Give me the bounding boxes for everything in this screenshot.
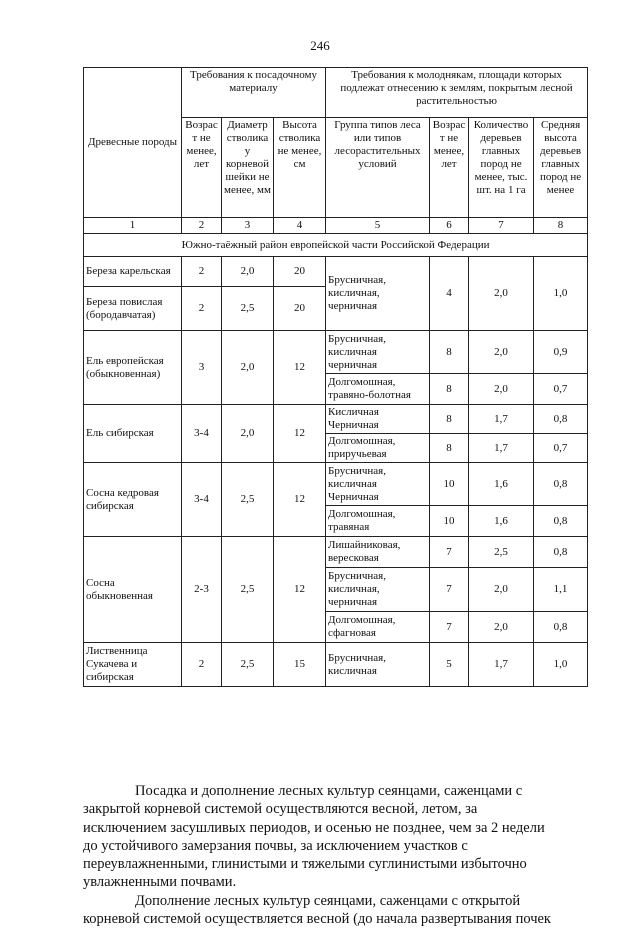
- column-number: 7: [469, 218, 534, 234]
- table-cell: 12: [274, 537, 326, 643]
- column-number: 3: [222, 218, 274, 234]
- species-cell: Сосна обыкновенная: [84, 537, 182, 643]
- header-young-age: Возраст не менее, лет: [430, 118, 469, 218]
- species-cell: Лиственница Сукачева и сибирская: [84, 643, 182, 687]
- forest-type-cell: Лишайниковая, вересковая: [326, 537, 430, 568]
- text-line: до устойчивого замерзания почвы, за исключением участков с: [83, 837, 468, 854]
- table-cell: 10: [430, 506, 469, 537]
- table-cell: 12: [274, 405, 326, 463]
- table-cell: 7: [430, 612, 469, 643]
- table-cell: 2,5: [222, 643, 274, 687]
- species-cell: Сосна кедровая сибирская: [84, 463, 182, 537]
- requirements-table: [83, 67, 588, 687]
- header-young-stands: Требования к молоднякам, площади которых подлежат отнесению к землям, покрытым лесной растительностью: [326, 68, 588, 118]
- table-cell: 2,0: [469, 374, 534, 405]
- paragraph: [83, 892, 587, 910]
- table-cell: 20: [274, 287, 326, 331]
- table-cell: 2,0: [469, 568, 534, 612]
- header-diameter: Диаметр стволика у корневой шейки не менее, мм: [222, 118, 274, 218]
- forest-type-cell: Брусничная, кисличная черничная: [326, 331, 430, 374]
- forest-type-cell: Брусничная, кисличная, черничная: [326, 568, 430, 612]
- table-cell: 1,1: [534, 568, 588, 612]
- table-cell: 2,0: [469, 331, 534, 374]
- table-cell: 12: [274, 331, 326, 405]
- text-line: Дополнение лесных культур сеянцами, саженцами с открытой: [135, 892, 521, 909]
- species-cell: Ель европейская (обыкновенная): [84, 331, 182, 405]
- table-cell: 2: [182, 287, 222, 331]
- table-cell: 0,9: [534, 331, 588, 374]
- header-planting-material: Требования к посадочному материалу: [182, 68, 326, 118]
- column-number: 1: [84, 218, 182, 234]
- table-cell: 2,0: [222, 405, 274, 463]
- column-number: 5: [326, 218, 430, 234]
- forest-type-cell: Брусничная, кисличная Черничная: [326, 463, 430, 506]
- text-line: увлажненными почвами.: [83, 874, 237, 891]
- table-cell: 0,8: [534, 537, 588, 568]
- page-number: 246: [310, 38, 330, 53]
- table-cell: 1,6: [469, 506, 534, 537]
- table-cell: 7: [430, 568, 469, 612]
- table-cell: 2,0: [222, 331, 274, 405]
- forest-type-cell: Долгомошная, травяно-болотная: [326, 374, 430, 405]
- table-cell: 1,7: [469, 434, 534, 463]
- column-number: 2: [182, 218, 222, 234]
- table-cell: 0,8: [534, 612, 588, 643]
- table-cell: 3-4: [182, 405, 222, 463]
- table-cell: 2,0: [469, 612, 534, 643]
- table-cell: 0,8: [534, 405, 588, 434]
- table-cell: 3: [182, 331, 222, 405]
- table-cell: 10: [430, 463, 469, 506]
- table-cell: 0,7: [534, 434, 588, 463]
- forest-type-cell: Долгомошная, сфагновая: [326, 612, 430, 643]
- table-cell: 2,5: [222, 287, 274, 331]
- table-cell: 8: [430, 434, 469, 463]
- table-cell: 1,7: [469, 643, 534, 687]
- text-line: переувлажненными, глинистыми и тяжелыми суглинистыми избыточно: [83, 856, 527, 873]
- paragraph: [83, 782, 587, 800]
- body-text: [83, 782, 587, 928]
- forest-type-cell: Брусничная, кисличная: [326, 643, 430, 687]
- text-line: Посадка и дополнение лесных культур сеянцами, саженцами с: [135, 783, 523, 799]
- table-cell: 3-4: [182, 463, 222, 537]
- table-cell: 4: [430, 257, 469, 331]
- header-age: Возраст не менее, лет: [182, 118, 222, 218]
- species-cell: Ель сибирская: [84, 405, 182, 463]
- header-species: Древесные породы: [84, 68, 182, 218]
- species-cell: Береза карельская: [84, 257, 182, 287]
- table-cell: 20: [274, 257, 326, 287]
- column-number: 4: [274, 218, 326, 234]
- table-cell: 2: [182, 257, 222, 287]
- text-line: исключением засушливых периодов, и осенью не позднее, чем за 2 недели: [83, 819, 545, 836]
- table-cell: 1,6: [469, 463, 534, 506]
- species-cell: Береза повислая (бородавчатая): [84, 287, 182, 331]
- forest-type-cell: Долгомошная, травяная: [326, 506, 430, 537]
- table-cell: 12: [274, 463, 326, 537]
- column-number: 6: [430, 218, 469, 234]
- table-cell: 2,5: [222, 463, 274, 537]
- table-cell: 2,5: [469, 537, 534, 568]
- text-line: корневой системой осуществляется весной (до начала развертывания почек: [83, 911, 551, 928]
- table-cell: 7: [430, 537, 469, 568]
- table-cell: 1,7: [469, 405, 534, 434]
- forest-type-cell: Брусничная, кисличная, черничная: [326, 257, 430, 331]
- column-number: 8: [534, 218, 588, 234]
- header-height: Высота стволика не менее, см: [274, 118, 326, 218]
- table-cell: 2,0: [222, 257, 274, 287]
- header-forest-type: Группа типов леса или типов лесорастительных условий: [326, 118, 430, 218]
- table-cell: 8: [430, 331, 469, 374]
- table-cell: 1,0: [534, 643, 588, 687]
- table-cell: 2,0: [469, 257, 534, 331]
- table-cell: 2: [182, 643, 222, 687]
- header-avg-height: Средняя высота деревьев главных пород не менее: [534, 118, 588, 218]
- table-cell: 2-3: [182, 537, 222, 643]
- table-cell: 8: [430, 405, 469, 434]
- table-cell: 5: [430, 643, 469, 687]
- table-cell: 8: [430, 374, 469, 405]
- table-cell: 1,0: [534, 257, 588, 331]
- header-count: Количество деревьев главных пород не менее, тыс. шт. на 1 га: [469, 118, 534, 218]
- forest-type-cell: Долгомошная, приручьевая: [326, 434, 430, 463]
- forest-type-cell: Кисличная Черничная: [326, 405, 430, 434]
- table-cell: 2,5: [222, 537, 274, 643]
- table-cell: 0,8: [534, 506, 588, 537]
- region-heading: Южно-таёжный район европейской части Российской Федерации: [84, 234, 588, 257]
- table-cell: 0,8: [534, 463, 588, 506]
- table-cell: 0,7: [534, 374, 588, 405]
- text-line: закрытой корневой системой осуществляются весной, летом, за: [83, 801, 478, 818]
- table-cell: 15: [274, 643, 326, 687]
